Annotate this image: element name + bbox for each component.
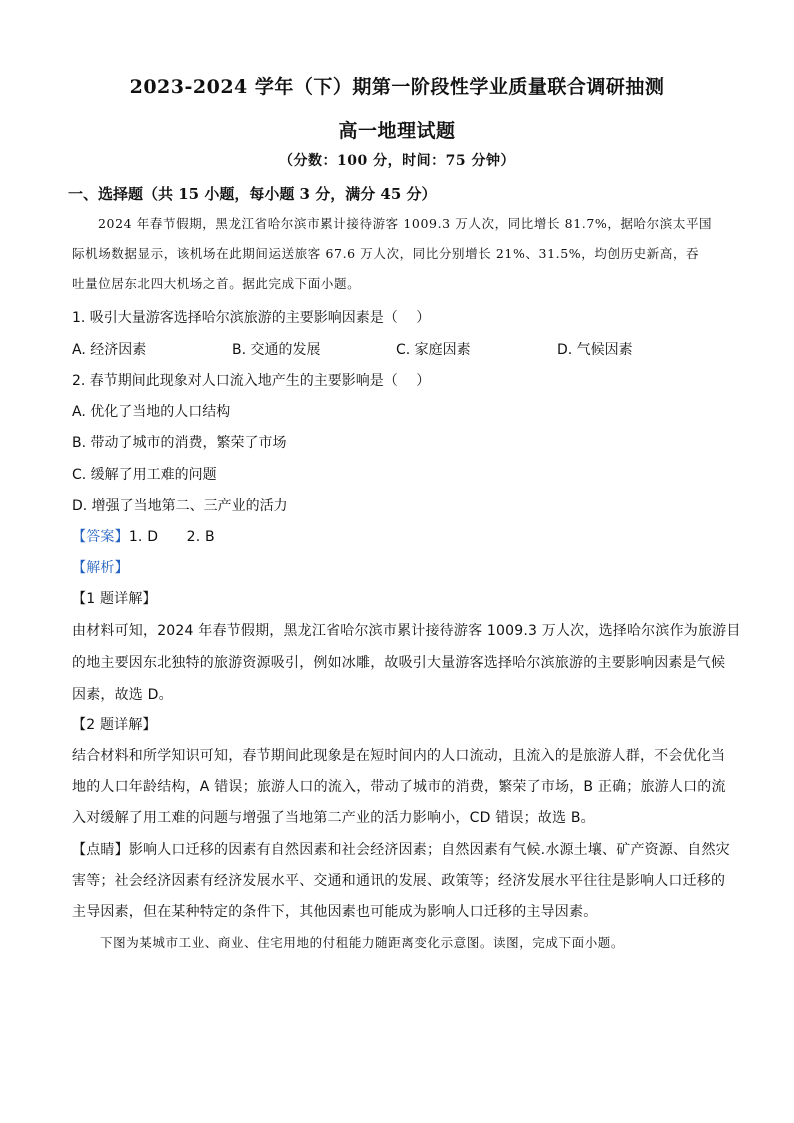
detail-2-label: 【2 题详解】 [72,717,157,733]
tip-line-2: 害等；社会经济因素有经济发展水平、交通和通讯的发展、政策等；经济发展水平往往是影响人口迁移的 [72,873,726,889]
question-2-stem: 2. 春节期间此现象对人口流入地产生的主要影响是（ ） [72,373,431,389]
detail-1-label: 【1 题详解】 [72,591,157,607]
tip-text-1: 影响人口迁移的因素有自然因素和社会经济因素；自然因素有气候.水源土壤、矿产资源、自然灾 [128,842,730,858]
material-line-2: 际机场数据显示，该机场在此期间运送旅客 67.6 万人次，同比分别增长 21%、31.5%，均创历史新高，吞 [72,246,700,261]
answer-line [72,526,722,546]
detail-1-line-1: 由材料可知，2024 年春节假期，黑龙江省哈尔滨市累计接待游客 1009.3 万人次，选择哈尔滨作为旅游目 [72,623,741,639]
exam-subtitle: 高一地理试题 [338,120,456,142]
tip-line-1 [72,839,730,859]
question-2-option-b: B. 带动了城市的消费，繁荣了市场 [72,435,287,451]
exam-meta: （分数：100 分，时间：75 分钟） [279,153,515,169]
question-1-option-b: B. 交通的发展 [232,342,321,358]
tip-line-3: 主导因素，但在某种特定的条件下，其他因素也可能成为影响人口迁移的主导因素。 [72,904,598,920]
question-1-option-a: A. 经济因素 [72,342,147,358]
answer-label: 【答案】 [72,529,129,545]
detail-1-line-3: 因素，故选 D。 [72,687,173,703]
question-1-stem: 1. 吸引大量游客选择哈尔滨旅游的主要影响因素是（ ） [72,310,431,326]
detail-2-line-3: 入对缓解了用工难的问题与增强了当地第二产业的活力影响小，CD 错误；故选 B。 [72,810,595,826]
exam-title: 2023-2024 学年（下）期第一阶段性学业质量联合调研抽测 [129,76,665,98]
question-2-option-a: A. 优化了当地的人口结构 [72,404,231,420]
detail-2-line-2: 地的人口年龄结构，A 错误；旅游人口的流入，带动了城市的消费，繁荣了市场，B 正确；旅游人口的流 [72,779,726,795]
question-2-option-c: C. 缓解了用工难的问题 [72,467,217,483]
detail-2-line-1: 结合材料和所学知识可知，春节期间此现象是在短时间内的人口流动，且流入的是旅游人群，不会优化当 [72,748,726,764]
material-line-1: 2024 年春节假期，黑龙江省哈尔滨市累计接待游客 1009.3 万人次，同比增长 81.7%，据哈尔滨太平国 [98,216,713,231]
material-line-3: 吐量位居东北四大机场之首。据此完成下面小题。 [72,276,361,291]
question-2-option-d: D. 增强了当地第二、三产业的活力 [72,498,288,514]
answer-value: 1. D 2. B [128,529,215,545]
material-2-text: 下图为某城市工业、商业、住宅用地的付租能力随距离变化示意图。读图，完成下面小题。 [100,935,625,950]
detail-1-line-2: 的地主要因东北独特的旅游资源吸引，例如冰雕，故吸引大量游客选择哈尔滨旅游的主要影响因素是气候 [72,655,726,671]
question-1-option-c: C. 家庭因素 [396,342,471,358]
question-1-option-d: D. 气候因素 [557,342,633,358]
analysis-label: 【解析】 [72,560,129,576]
section-heading: 一、选择题（共 15 小题，每小题 3 分，满分 45 分） [68,185,437,203]
tip-label: 【点睛】 [72,842,129,858]
